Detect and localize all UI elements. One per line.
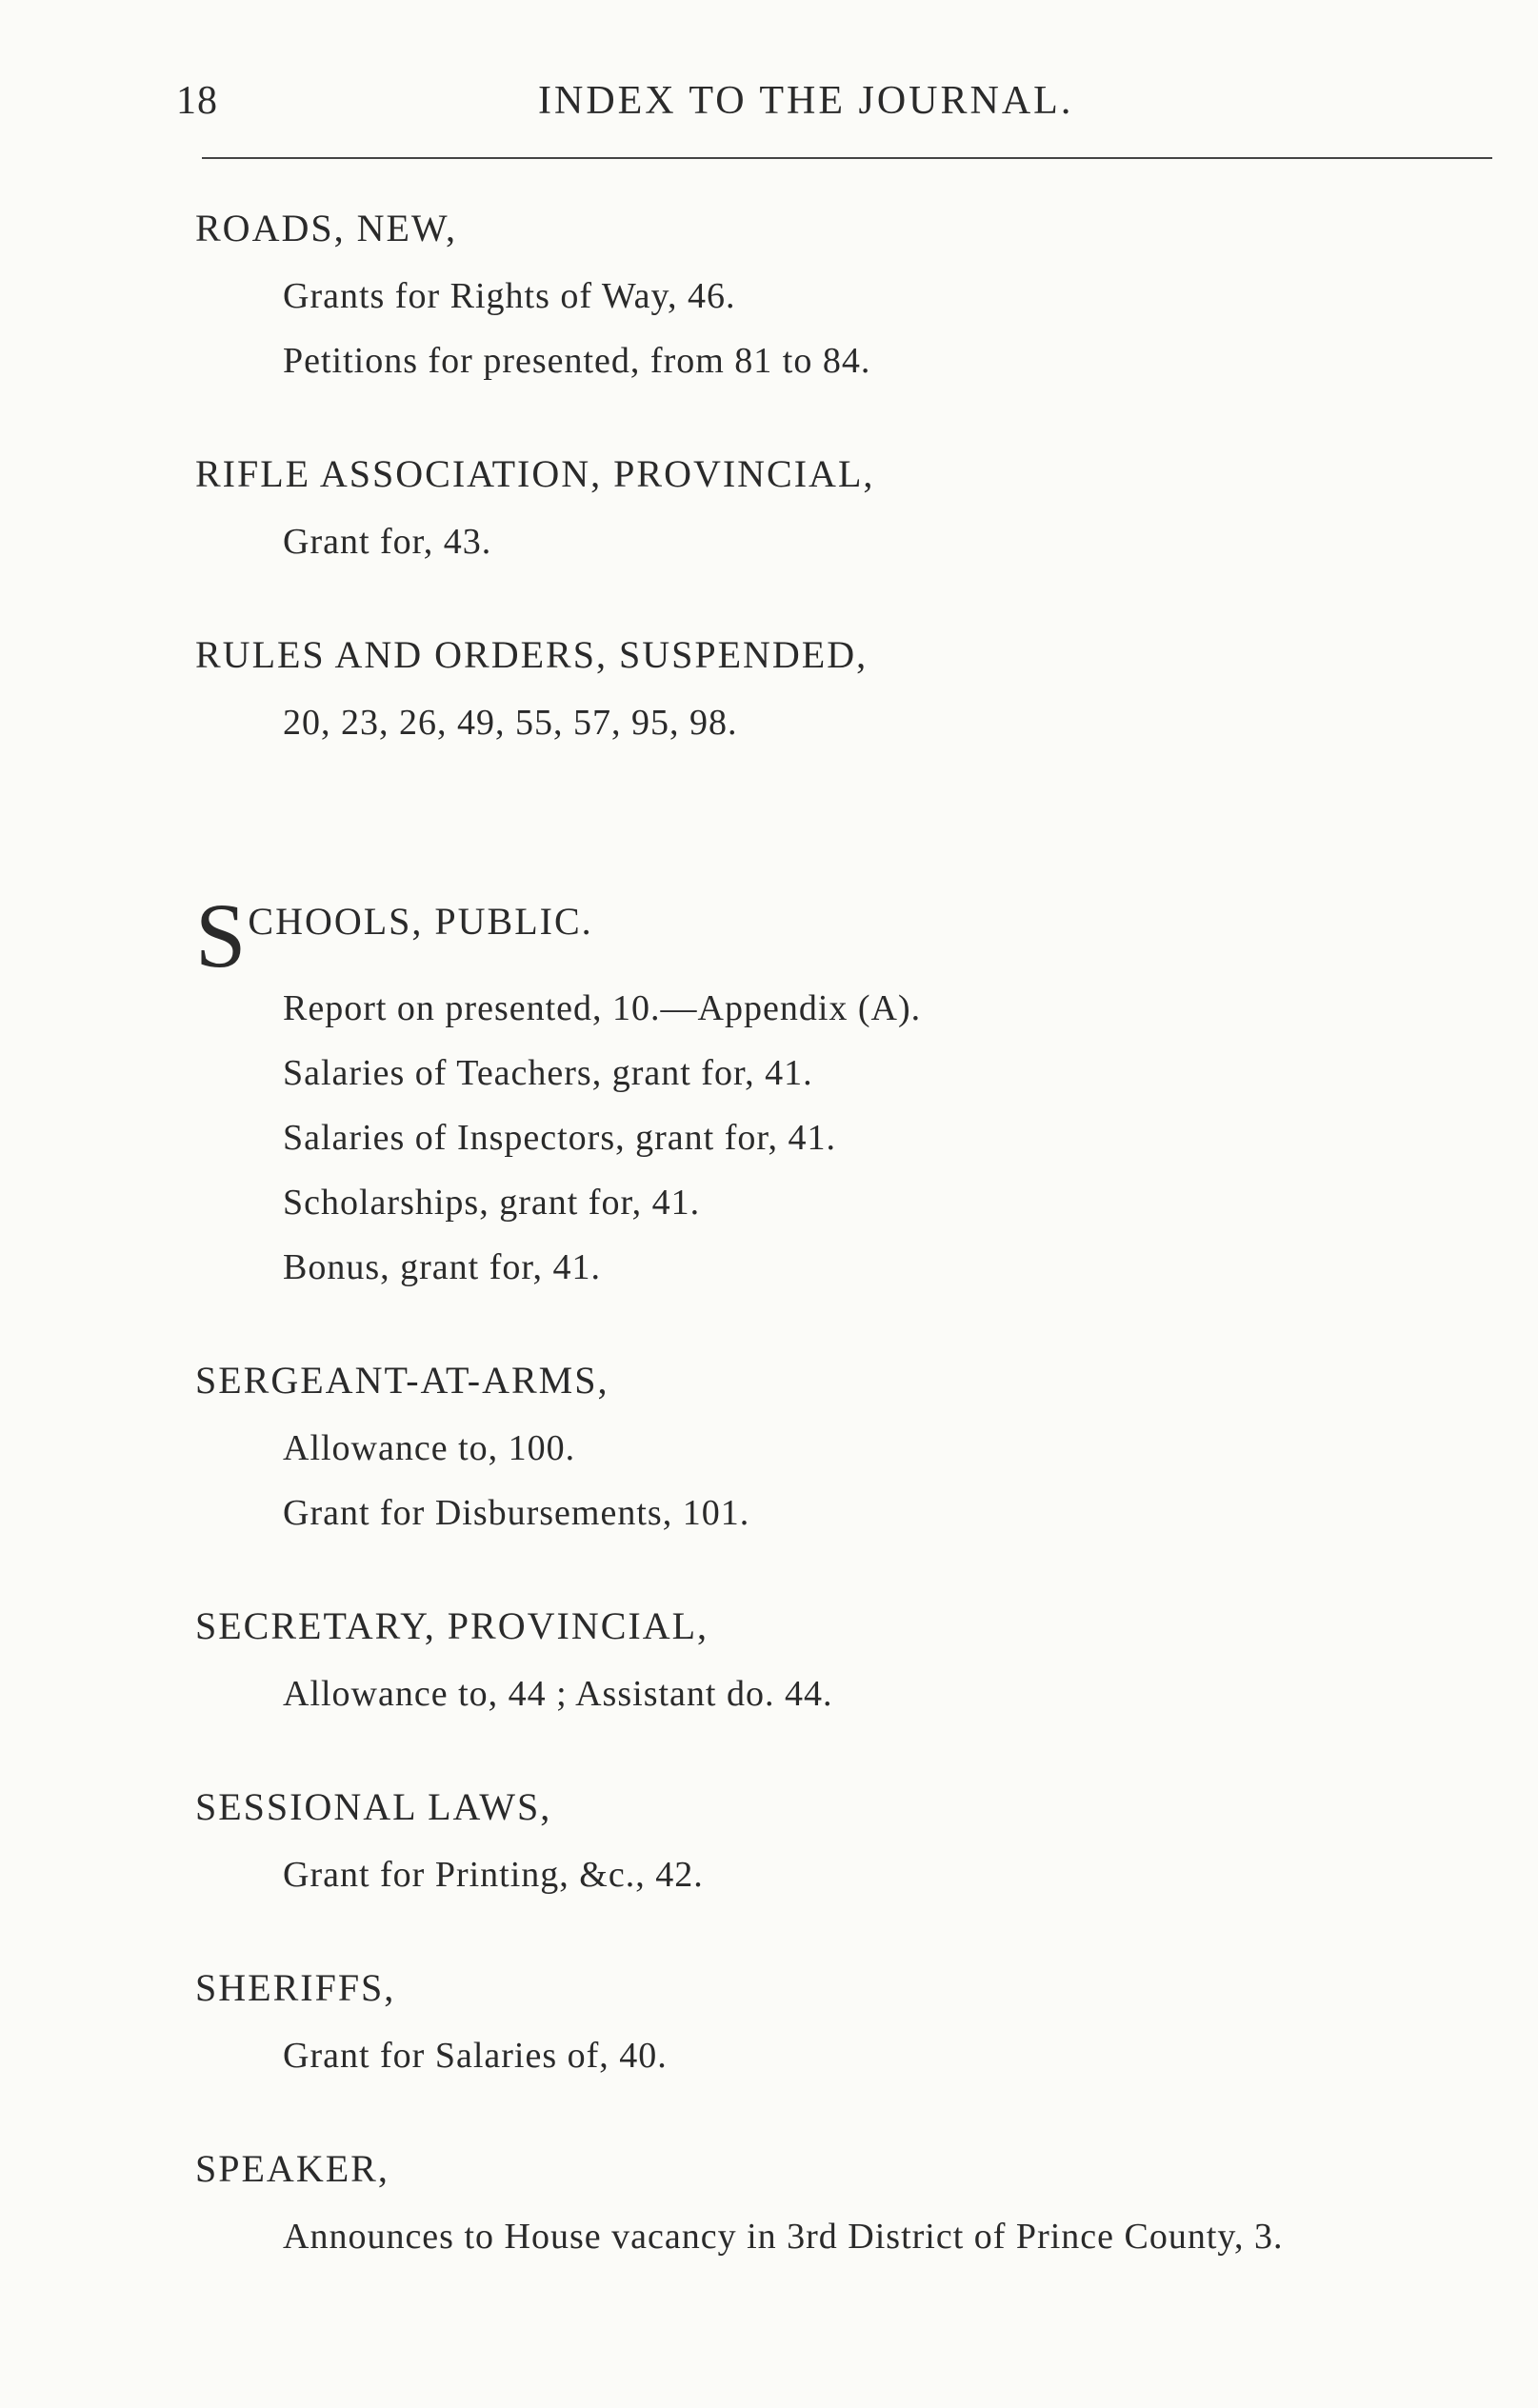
entry-subentry: Grant for Salaries of, 40.	[283, 2036, 668, 2076]
entry-subentry: Bonus, grant for, 41.	[283, 1247, 601, 1287]
index-entries	[195, 205, 1509, 2279]
index-entry-rifle-association	[195, 450, 1509, 565]
index-entry-sessional-laws	[195, 1783, 1509, 1898]
page-number: 18	[176, 79, 218, 123]
entry-subentry: Salaries of Teachers, grant for, 41.	[283, 1053, 813, 1093]
index-entry-secretary	[195, 1602, 1509, 1717]
entry-heading: SERGEANT-AT-ARMS,	[195, 1359, 609, 1402]
entry-subentry: Announces to House vacancy in 3rd District of Prince County, 3.	[283, 2217, 1284, 2257]
drop-cap: S	[195, 885, 247, 986]
page-header	[176, 78, 1490, 135]
entry-heading: SECRETARY, PROVINCIAL,	[195, 1604, 709, 1647]
entry-heading	[195, 885, 1509, 986]
entry-subentry: Grant for Printing, &c., 42.	[283, 1855, 704, 1895]
running-head: INDEX TO THE JOURNAL.	[538, 79, 1074, 123]
entry-heading: SESSIONAL LAWS,	[195, 1785, 552, 1828]
index-entry-schools	[195, 885, 1509, 1290]
entry-heading: SPEAKER,	[195, 2147, 389, 2190]
entry-subentry: 20, 23, 26, 49, 55, 57, 95, 98.	[283, 703, 738, 743]
entry-subentry: Petitions for presented, from 81 to 84.	[283, 341, 871, 381]
index-entry-sergeant-at-arms	[195, 1357, 1509, 1536]
header-rule	[202, 157, 1492, 159]
entry-subentry: Report on presented, 10.—Appendix (A).	[283, 988, 922, 1028]
entry-subentry: Salaries of Inspectors, grant for, 41.	[283, 1118, 836, 1158]
entry-subentry: Allowance to, 44 ; Assistant do. 44.	[283, 1674, 833, 1714]
entry-heading: ROADS, NEW,	[195, 207, 457, 249]
entry-heading-rest: CHOOLS, PUBLIC.	[248, 900, 593, 943]
entry-subentry: Grants for Rights of Way, 46.	[283, 276, 736, 316]
index-entry-rules-and-orders	[195, 631, 1509, 746]
index-entry-roads	[195, 205, 1509, 384]
entry-subentry: Scholarships, grant for, 41.	[283, 1183, 701, 1223]
entry-heading: RULES AND ORDERS, SUSPENDED,	[195, 633, 869, 676]
entry-subentry: Grant for Disbursements, 101.	[283, 1493, 750, 1533]
entry-heading: SHERIFFS,	[195, 1966, 396, 2009]
index-entry-sheriffs	[195, 1964, 1509, 2079]
entry-subentry: Allowance to, 100.	[283, 1428, 576, 1468]
index-entry-speaker	[195, 2145, 1509, 2259]
entry-heading: RIFLE ASSOCIATION, PROVINCIAL,	[195, 452, 875, 495]
entry-subentry: Grant for, 43.	[283, 522, 492, 562]
